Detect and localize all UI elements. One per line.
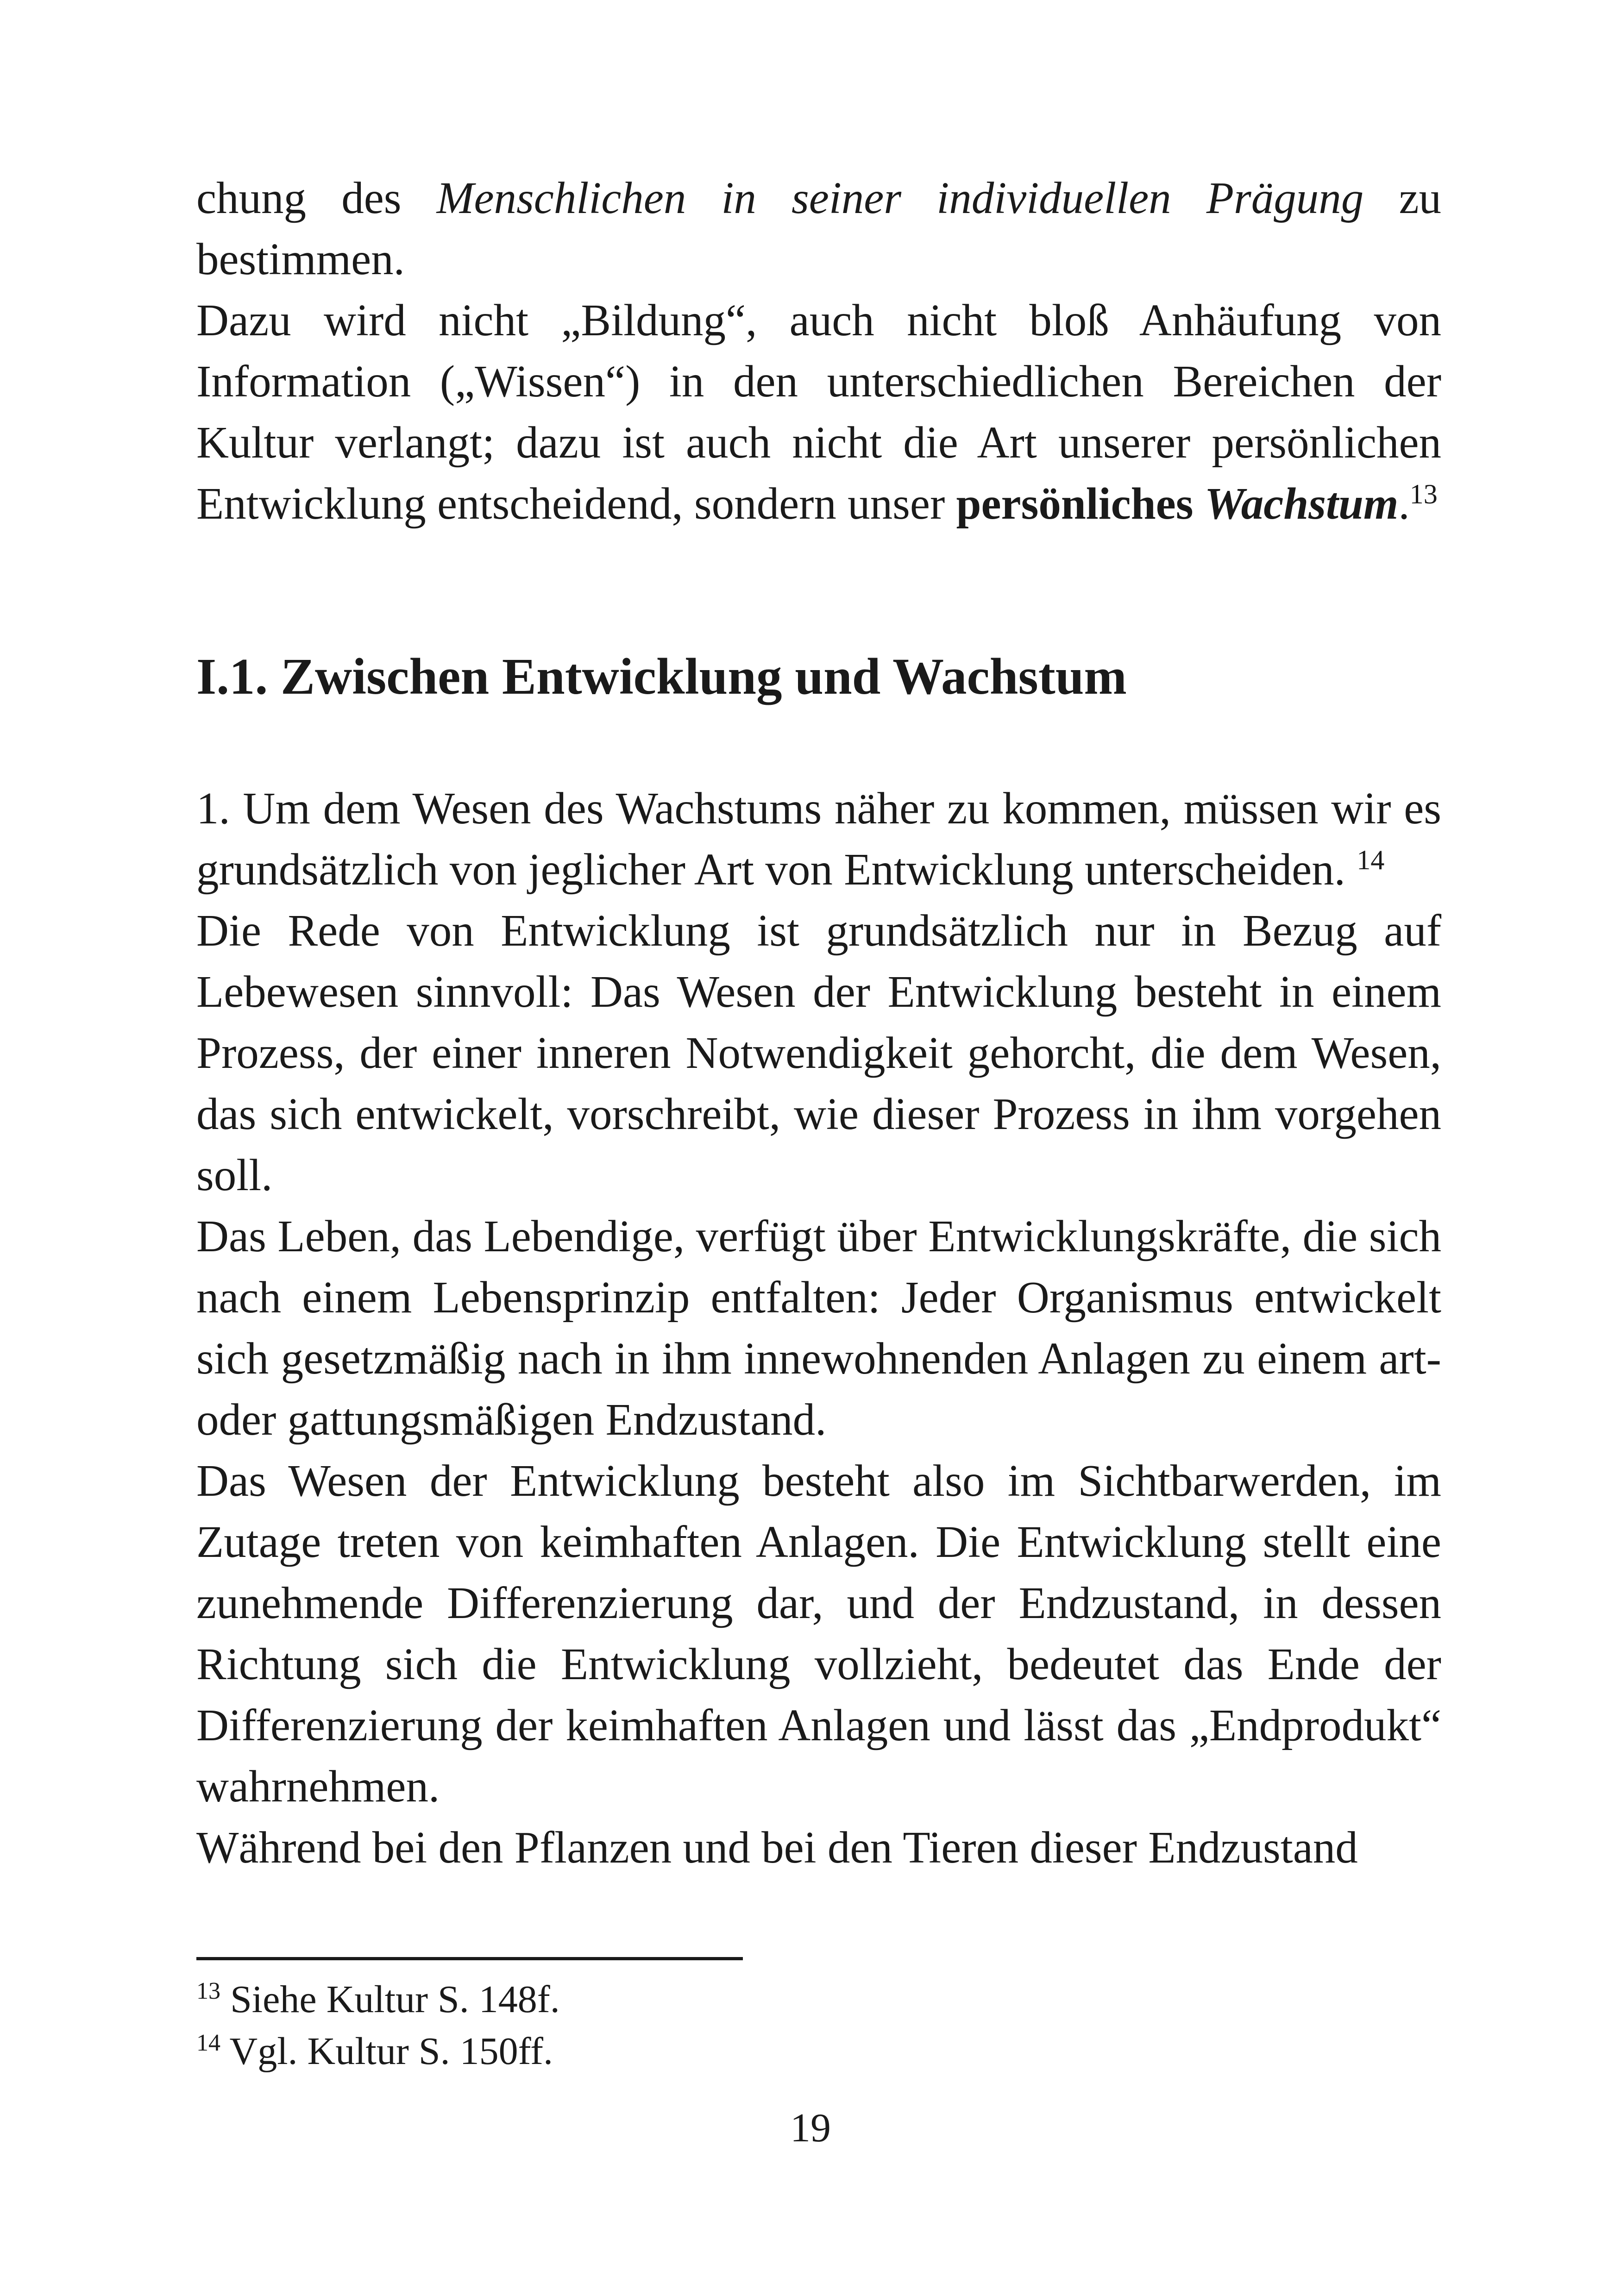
footnote	[196, 1974, 1441, 2026]
footnote-number: 13	[196, 1978, 221, 2005]
footnotes	[196, 1974, 1441, 2077]
paragraph	[196, 290, 1441, 534]
section-body	[196, 778, 1441, 1878]
paragraph: Das Wesen der Entwicklung besteht also im Sichtbarwerden, im Zutage treten von keimhaften Anlagen. Die Entwicklung stellt eine zunehmende Differenzierung dar, und der Endzustand, in dessen Richtung sich die Entwicklung vollzieht, bedeutet das Ende der Differenzierung der keimhaften Anlagen und lässt das „Endprodukt“ wahrnehmen.	[196, 1456, 1441, 1811]
footnote-ref[interactable]: 14	[1357, 844, 1385, 876]
text-run: 1. Um dem Wesen des Wachstums näher zu kommen, müssen wir es grundsätzlich von jeglicher Art von Entwicklung unterscheiden.	[196, 784, 1441, 894]
bold-phrase: persönliches	[956, 479, 1205, 528]
paragraph: Während bei den Pflanzen und bei den Tieren dieser Endzustand	[196, 1823, 1358, 1872]
text-run: Dazu wird nicht „Bildung“, auch nicht bloß Anhäufung von Information („Wissen“) in den unterschiedlichen Bereichen der Kultur verlangt; dazu ist auch nicht die Art unserer persönlichen Entwicklung entscheidend, sondern unser	[196, 295, 1441, 528]
footnote-divider	[196, 1957, 743, 1960]
footnote-number: 14	[196, 2030, 221, 2057]
text-run: chung des	[196, 173, 437, 223]
text-run: zu bestimmen.	[196, 173, 1442, 284]
page-number: 19	[790, 2106, 831, 2151]
text-run: .	[1398, 479, 1410, 528]
footnote-ref[interactable]: 13	[1409, 478, 1438, 510]
paragraph	[196, 778, 1441, 900]
paragraph: Das Leben, das Lebendige, verfügt über Entwicklungskräfte, die sich nach einem Lebensprinzip entfalten: Jeder Organismus entwickelt sich gesetzmäßig nach in ihm innewohnenden Anlagen zu einem art- oder gattungsmäßigen Endzustand.	[196, 1211, 1441, 1444]
footnote-text: Siehe Kultur S. 148f.	[220, 1978, 560, 2021]
italic-phrase: Menschlichen in seiner individuellen Prägung	[436, 173, 1364, 223]
footnote-text: Vgl. Kultur S. 150ff.	[220, 2030, 553, 2073]
continued-text-block	[196, 168, 1441, 534]
section-heading: I.1. Zwischen Entwicklung und Wachstum	[196, 648, 1127, 705]
bold-italic-phrase: Wachstum	[1204, 479, 1399, 528]
paragraph	[196, 168, 1441, 290]
footnote	[196, 2026, 1441, 2077]
paragraph: Die Rede von Entwicklung ist grundsätzlich nur in Bezug auf Lebewesen sinnvoll: Das Wesen der Entwicklung besteht in einem Prozess, der einer inneren Notwendigkeit gehorcht, die dem Wesen, das sich entwickelt, vorschreibt, wie dieser Prozess in ihm vorgehen soll.	[196, 906, 1441, 1200]
